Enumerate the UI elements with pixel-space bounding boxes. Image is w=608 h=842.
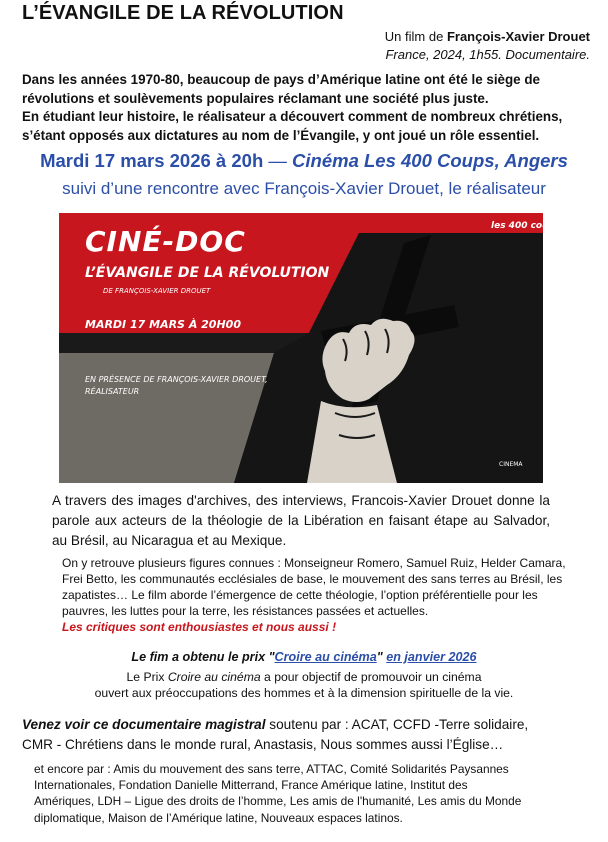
film-credit	[385, 29, 590, 44]
document-title: L’ÉVANGILE DE LA RÉVOLUTION	[22, 2, 344, 24]
prize-name-link[interactable]: Croire au cinéma	[274, 650, 377, 664]
intro-line: révolutions et soulèvements populaires réclamant une société plus juste.	[22, 90, 489, 106]
intro-line: s’étant opposés aux dictatures au nom de l’Évangile, y ont joué un rôle essentiel.	[22, 127, 540, 143]
prize-desc-em: Croire au cinéma	[167, 670, 261, 684]
event-date: Mardi 17 mars 2026 à 20h	[40, 150, 264, 171]
poster-series: CINÉ-DOC	[85, 225, 246, 258]
film-description: A travers des images d'archives, des interviews, Francois-Xavier Drouet donne la parole aux acteurs de la théologie de la Libération en faisant étape au Salvador, au Brésil, au Nicaragua et au Mexique.	[52, 493, 550, 549]
poster-director: DE FRANÇOIS-XAVIER DROUET	[103, 287, 211, 295]
event-subtitle: suivi d’une rencontre avec François-Xavier Drouet, le réalisateur	[62, 179, 546, 198]
prize-description	[0, 669, 608, 701]
prize-desc-a: Le Prix	[126, 670, 168, 684]
film-poster	[59, 213, 561, 483]
event-line	[0, 150, 608, 172]
prize-desc-b: a pour objectif de promouvoir un cinéma	[260, 670, 482, 684]
support-lead: Venez voir ce documentaire magistral	[22, 717, 266, 732]
also-line: Amériques, LDH – Ligue des droits de l’homme, Les amis de l'humanité, Les amis du Monde	[34, 794, 522, 809]
support-paragraph	[22, 715, 592, 756]
figures-line: Frei Betto, les communautés ecclésiales de base, le mouvement des sans terres au Brésil, les	[62, 572, 563, 587]
also-line: et encore par : Amis du mouvement des sans terre, ATTAC, Comité Solidarités Paysannes	[34, 762, 509, 776]
poster-presence-name: FRANÇOIS-XAVIER DROUET,	[157, 375, 268, 384]
also-line: diplomatique, Maison de l’Amérique latine, Nouveaux espaces latinos.	[34, 810, 403, 825]
poster-presence-role: RÉALISATEUR	[85, 387, 140, 396]
prize-desc-line: ouvert aux préoccupations des hommes et à la dimension spirituelle de la vie.	[94, 686, 514, 700]
poster-date-time: À 20H00	[188, 318, 241, 331]
credit-prefix: Un film de	[384, 29, 444, 44]
figures-paragraph	[62, 555, 592, 619]
event-dash: —	[263, 150, 293, 171]
director-name: François-Xavier Drouet	[446, 29, 590, 44]
cinema-logo-bottom: CINEMA	[499, 461, 523, 468]
intro-line: Dans les années 1970-80, beaucoup de pays d’Amérique latine ont été le siège de	[22, 72, 540, 87]
poster-film-title: L’ÉVANGILE DE LA RÉVOLUTION	[85, 265, 330, 281]
poster-date	[85, 318, 241, 331]
poster-date-prefix: MARDI 17 MARS	[85, 318, 189, 331]
prize-date-link[interactable]: en janvier 2026	[386, 650, 477, 664]
support-rest: soutenu par : ACAT, CCFD -Terre solidaire,	[265, 717, 529, 732]
support-line	[22, 715, 592, 735]
support-line: CMR - Chrétiens dans le monde rural, Anastasis, Nous sommes aussi l’Église…	[22, 737, 504, 753]
critics-note: Les critiques sont enthousiastes et nous aussi !	[62, 620, 337, 634]
prize-line	[0, 650, 608, 664]
also-line: Internationales, Fondation Danielle Mitterrand, France Amérique latine, Institut des	[34, 778, 468, 793]
also-supporters	[34, 761, 594, 826]
poster-presence-prefix: EN PRÉSENCE DE	[85, 375, 158, 384]
prize-desc-line	[0, 669, 608, 685]
event-venue: Cinéma Les 400 Coups, Angers	[292, 150, 568, 171]
figures-line: pauvres, les luttes pour la terre, les résistances passées et actuelles.	[62, 604, 429, 619]
figures-line: zapatistes… Le film aborde l’émergence de cette théologie, l’option préférentielle pour les	[62, 588, 538, 603]
intro-paragraph	[22, 71, 588, 145]
figures-line: On y retrouve plusieurs figures connues : Monseigneur Romero, Samuel Ruiz, Helder Camara,	[62, 556, 566, 570]
cinema-logo: les 400 coups	[491, 221, 561, 231]
prize-middle: "	[376, 650, 387, 664]
poster-presence	[85, 375, 268, 384]
prize-prefix: Le fim a obtenu le prix "	[131, 650, 275, 664]
film-meta: France, 2024, 1h55. Documentaire.	[385, 47, 590, 62]
intro-line: En étudiant leur histoire, le réalisateur a découvert comment de nombreux chrétiens,	[22, 109, 563, 125]
